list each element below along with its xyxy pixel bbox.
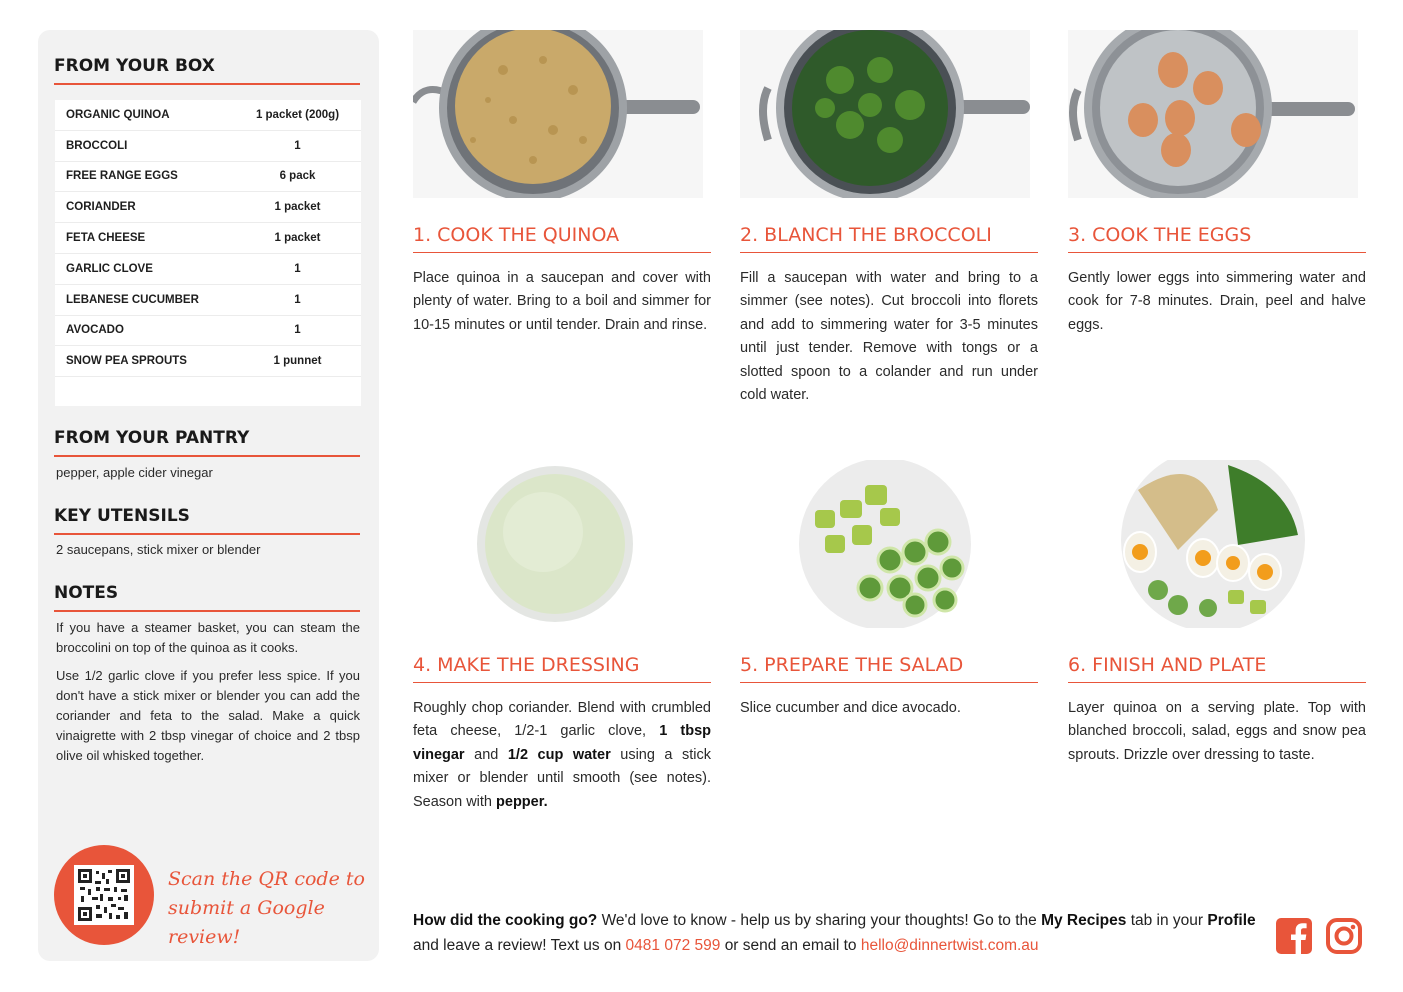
step-text-bold: 1 tbsp vinegar bbox=[413, 723, 712, 763]
table-row bbox=[55, 223, 361, 254]
step-text-part: and bbox=[474, 746, 499, 763]
step-title: 6. FINISH AND PLATE bbox=[1068, 654, 1366, 683]
step-text-bold: pepper. bbox=[496, 793, 548, 810]
qr-code-icon[interactable] bbox=[74, 865, 134, 925]
ingredient-qty: 1 bbox=[294, 324, 301, 337]
notes-paragraph: Use 1/2 garlic clove if you prefer less spice. If you don't have a stick mixer or blender you can add the coriander and feta to the salad. Make a quick vinaigrette with 2 tbsp vinegar of choice and 2 tbsp olive oil whisked together. bbox=[56, 668, 360, 763]
table-row bbox=[55, 346, 361, 377]
notes-body bbox=[56, 618, 360, 774]
footer-text: tab in your bbox=[1130, 912, 1204, 929]
ingredient-qty: 1 bbox=[294, 293, 301, 306]
phone-link[interactable]: 0481 072 599 bbox=[625, 937, 721, 954]
eggs-pot-image bbox=[1068, 30, 1358, 198]
table-row bbox=[55, 316, 361, 347]
step-text-bold: 1/2 cup water bbox=[507, 746, 611, 763]
step-title: 3. COOK THE EGGS bbox=[1068, 224, 1366, 253]
ingredient-name: BROCCOLI bbox=[66, 139, 128, 152]
step-text: Fill a saucepan with water and bring to a simmer (see notes). Cut broccoli into florets and add to simmering water for 3-5 minutes until just tender. Remove with tongs or a slotted spoon to a colander and run under cold water. bbox=[740, 270, 1038, 404]
finished-plate-image bbox=[1068, 460, 1358, 628]
ingredient-qty: 6 pack bbox=[279, 170, 316, 183]
quinoa-pot-image bbox=[413, 30, 703, 198]
step-text: Gently lower eggs into simmering water and cook for 7-8 minutes. Drain, peel and halve eggs. bbox=[1068, 270, 1366, 333]
ingredient-name: FREE RANGE EGGS bbox=[66, 170, 178, 183]
salad-plate-image bbox=[740, 460, 1030, 628]
sidebar bbox=[38, 30, 379, 961]
qr-badge bbox=[54, 845, 154, 945]
footer-profile: Profile bbox=[1207, 912, 1256, 929]
ingredient-qty: 1 packet bbox=[274, 201, 321, 214]
step-title: 4. MAKE THE DRESSING bbox=[413, 654, 711, 683]
ingredient-qty: 1 punnet bbox=[273, 355, 322, 368]
ingredient-qty: 1 packet (200g) bbox=[255, 108, 340, 121]
qr-caption bbox=[168, 865, 368, 952]
facebook-icon[interactable] bbox=[1275, 917, 1313, 955]
email-link[interactable]: hello@dinnertwist.com.au bbox=[860, 937, 1039, 954]
ingredient-qty: 1 packet bbox=[274, 232, 321, 245]
ingredient-name: FETA CHEESE bbox=[66, 232, 146, 245]
table-row bbox=[55, 131, 361, 162]
review-footer bbox=[413, 908, 1263, 958]
box-heading: FROM YOUR BOX bbox=[54, 56, 360, 85]
utensils-heading: KEY UTENSILS bbox=[54, 506, 360, 535]
ingredient-name: ORGANIC QUINOA bbox=[66, 108, 170, 121]
utensils-text: 2 saucepans, stick mixer or blender bbox=[56, 542, 261, 557]
dressing-bowl-image bbox=[413, 460, 703, 628]
step-text: Layer quinoa on a serving plate. Top with blanched broccoli, salad, eggs and snow pea sprouts. Drizzle over dressing to taste. bbox=[1068, 700, 1366, 763]
ingredient-name: GARLIC CLOVE bbox=[66, 262, 153, 275]
step-text-part: Roughly chop coriander. Blend with crumbled feta cheese, 1/2-1 garlic clove, bbox=[413, 700, 711, 740]
broccoli-pot-image bbox=[740, 30, 1030, 198]
qr-caption-line: Scan the QR code to bbox=[168, 868, 365, 890]
step-title: 2. BLANCH THE BROCCOLI bbox=[740, 224, 1038, 253]
table-row bbox=[55, 192, 361, 223]
step-text: Slice cucumber and dice avocado. bbox=[740, 700, 961, 716]
footer-question: How did the cooking go? bbox=[413, 912, 598, 929]
qr-caption-line: submit a Google review! bbox=[168, 897, 325, 948]
step-title: 5. PREPARE THE SALAD bbox=[740, 654, 1038, 683]
ingredient-name: SNOW PEA SPROUTS bbox=[66, 355, 187, 368]
table-row bbox=[55, 254, 361, 285]
ingredient-qty: 1 bbox=[294, 139, 301, 152]
footer-text: and leave a review! Text us on bbox=[413, 937, 622, 954]
table-row bbox=[55, 100, 361, 131]
table-row bbox=[55, 162, 361, 193]
step-text-part: using a stick mixer or blender until smooth (see notes). Season with bbox=[413, 746, 712, 810]
notes-heading: NOTES bbox=[54, 583, 360, 612]
ingredient-qty: 1 bbox=[294, 262, 301, 275]
box-ingredients-table bbox=[55, 100, 361, 406]
step-text: Place quinoa in a saucepan and cover with plenty of water. Bring to a boil and simmer for 10-15 minutes or until tender. Drain and rinse. bbox=[413, 270, 711, 333]
ingredient-name: LEBANESE CUCUMBER bbox=[66, 293, 199, 306]
ingredient-name: AVOCADO bbox=[66, 324, 124, 337]
table-row bbox=[55, 285, 361, 316]
instagram-icon[interactable] bbox=[1325, 917, 1363, 955]
step-title: 1. COOK THE QUINOA bbox=[413, 224, 711, 253]
footer-my-recipes: My Recipes bbox=[1041, 912, 1127, 929]
footer-text: or send an email to bbox=[724, 937, 857, 954]
pantry-heading: FROM YOUR PANTRY bbox=[54, 428, 360, 457]
step-text bbox=[413, 697, 711, 814]
notes-paragraph: If you have a steamer basket, you can steam the broccolini on top of the quinoa as it cooks. bbox=[56, 620, 360, 655]
footer-text: We'd love to know - help us by sharing your thoughts! Go to the bbox=[601, 912, 1037, 929]
pantry-text: pepper, apple cider vinegar bbox=[56, 465, 213, 480]
ingredient-name: CORIANDER bbox=[66, 201, 136, 214]
